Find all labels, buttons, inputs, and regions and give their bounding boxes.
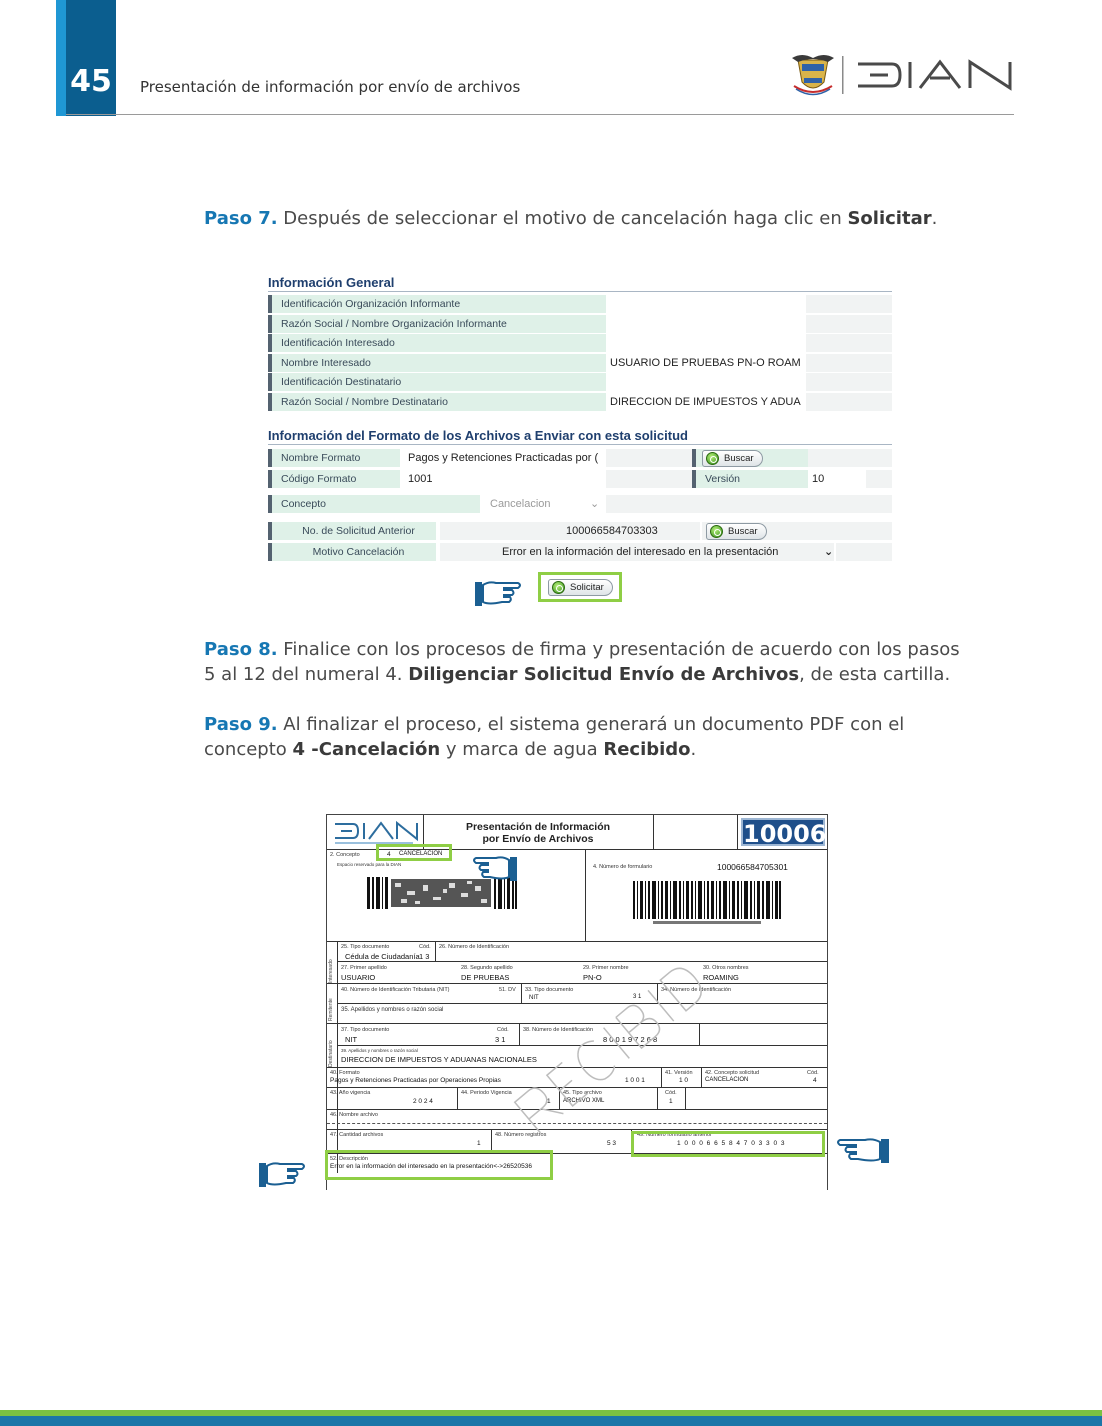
pdf-otros-nombres-value: ROAMING [703, 973, 739, 982]
paso8-bold: Diligenciar Solicitud Envío de Archivos [408, 664, 800, 685]
form-row-razon-org [268, 315, 892, 333]
form-row-cell [606, 449, 692, 467]
pdf-concepto-solicitud-cod: 4 [813, 1077, 817, 1084]
paso7-end: . [931, 208, 938, 229]
pdf-segundo-apellido-label: 28. Segundo apellido [461, 965, 513, 971]
pdf-cod-label: Cód. [419, 944, 431, 950]
version-value: 10 [812, 473, 825, 485]
codigo-formato-label: Código Formato [268, 470, 400, 488]
pdf-tipo-archivo-label: 45. Tipo archivo [563, 1090, 602, 1096]
buscar2-label: Buscar [728, 526, 758, 537]
codigo-formato-value: 1001 [408, 473, 433, 485]
form-row-codigo-formato [268, 470, 892, 488]
form-row-value: DIRECCION DE IMPUESTOS Y ADUA [610, 396, 801, 408]
form-row-label: Identificación Interesado [268, 334, 606, 352]
paso7-paragraph [204, 206, 964, 231]
pdf-tipo-archivo-cod: 1 [669, 1098, 673, 1105]
pdf-line [737, 815, 738, 849]
pdf-form-code: 10006 [743, 820, 827, 848]
pdf-concepto-solicitud-label: 42. Concepto solicitud [705, 1070, 760, 1076]
pdf-num-ident-label: 26. Número de Identificación [439, 944, 510, 950]
search-icon [706, 452, 719, 465]
pdf-formato-value: Pagos y Retenciones Practicadas por Operaciones Propias [330, 1077, 501, 1084]
form-row-id-org [268, 295, 892, 313]
form-row-cell [806, 373, 892, 391]
pdf-nit-label: 40. Número de Identificación Tributaria (NIT) [341, 987, 450, 993]
pdf-formulario-anterior-value: 1 0 0 0 6 6 5 8 4 7 0 3 3 0 3 [677, 1140, 786, 1147]
pdf-razon-social3-label: 39. Apellidos y nombres o razón social [341, 1048, 418, 1053]
pdf-tipo-doc3-value: NIT [345, 1035, 358, 1044]
form-row-label: Identificación Organización Informante [268, 295, 606, 313]
pointing-hand-icon [474, 578, 524, 608]
pdf-concepto-value: CANCELACION [399, 851, 443, 857]
pointing-hand-icon [258, 1158, 308, 1190]
motivo-select: Error en la información del interesado en la presentación [502, 546, 779, 558]
nombre-formato-label: Nombre Formato [268, 449, 400, 467]
form-row-solicitud-anterior [268, 522, 892, 540]
form-row-nombre-interesado [268, 354, 892, 372]
chevron-down-icon: ⌄ [824, 546, 834, 558]
info-icon [552, 581, 565, 594]
pdf-dv-label: 51. DV [499, 987, 516, 993]
pdf-cantidad-label: 47. Cantidad archivos [330, 1132, 384, 1138]
pdf-concepto-label: 2. Concepto [330, 852, 360, 858]
pdf-formulario-anterior-highlight [631, 1131, 825, 1157]
pdf-title-line2: por Envío de Archivos [482, 833, 594, 845]
pdf-periodo-label: 44. Periodo Vigencia [461, 1090, 512, 1096]
buscar-formato-button[interactable] [702, 450, 763, 467]
pdf-concepto-solicitud-value: CANCELACION [705, 1077, 749, 1083]
pdf-descripcion-highlight [325, 1150, 553, 1180]
solicitud-anterior-label: No. de Solicitud Anterior [268, 522, 436, 540]
version-label: Versión [692, 470, 808, 488]
header-divider [66, 114, 1014, 115]
pdf-primer-nombre-label: 29. Primer nombre [583, 965, 629, 971]
pdf-line [435, 941, 436, 961]
paso8-paragraph [204, 637, 964, 687]
pdf-razon-social-label: 35. Apellidos y nombres o razón social [341, 1007, 444, 1013]
pdf-primer-nombre-value: PN-O [583, 973, 602, 982]
nombre-formato-value: Pagos y Retenciones Practicadas por ( [408, 452, 599, 464]
pdf-nombre-archivo-label: 46. Nombre archivo [330, 1112, 378, 1118]
buscar-label: Buscar [724, 453, 754, 464]
pdf-espacio-label: Espacio reservado para la DIAN [337, 862, 402, 867]
paso9-paragraph [204, 712, 964, 762]
page-tab-accent [56, 0, 66, 116]
pdf-descripcion-value: Error en la información del interesado en la presentación<->26520536 [330, 1163, 532, 1170]
form-row-label: Razón Social / Nombre Organización Informante [268, 315, 606, 333]
pdf-side-remitente: Remitente [328, 998, 334, 1021]
form-row-id-interesado [268, 334, 892, 352]
search-icon [710, 525, 723, 538]
form-row-cell [808, 449, 892, 467]
pdf-line [653, 815, 654, 849]
pdf-tipo-doc2-cod: 3 1 [633, 994, 642, 1000]
paso7-bold: Solicitar [847, 208, 932, 229]
pdf-version-label: 41. Versión [665, 1070, 693, 1076]
pdf-num-ident2-label: 34. Número de Identificación [661, 987, 732, 993]
form-row-razon-destinatario [268, 393, 892, 411]
solicitar-label: Solicitar [570, 582, 604, 593]
paso8-step: Paso 8. [204, 639, 278, 660]
form-row-nombre-formato [268, 449, 892, 467]
concepto-label: Concepto [268, 495, 480, 513]
dian-logo [788, 52, 1018, 98]
pdf-version-value: 1 0 [679, 1077, 689, 1084]
pdf-side-interesado: Interesado [328, 959, 334, 983]
form-row-cell [606, 495, 892, 513]
pdf-formulario-anterior-label: 49. Número formulario anterior [637, 1132, 712, 1138]
form-row-cell [866, 470, 892, 488]
page-number: 45 [70, 64, 112, 99]
pdf-primer-apellido-value: USUARIO [341, 973, 376, 982]
pdf-cantidad-value: 1 [477, 1140, 481, 1147]
pdf-registros-label: 48. Número registros [495, 1132, 547, 1138]
paso7-text: Después de seleccionar el motivo de cancelación haga clic en [277, 208, 848, 229]
form-row-concepto [268, 495, 892, 513]
form-row-value: USUARIO DE PRUEBAS PN-O ROAM [610, 357, 801, 369]
pdf-razon-social3-value: DIRECCION DE IMPUESTOS Y ADUANAS NACIONALES [341, 1055, 537, 1064]
pointing-hand-icon [470, 852, 518, 884]
pdf-primer-apellido-label: 27. Primer apellido [341, 965, 387, 971]
paso9-step: Paso 9. [204, 714, 278, 735]
pdf-cod5-label: Cód. [665, 1090, 677, 1096]
form-row-label: Nombre Interesado [268, 354, 606, 372]
form-row-cell [806, 354, 892, 372]
pdf-cod3-label: Cód. [497, 1027, 509, 1033]
paso9-bold1: 4 -Cancelación [292, 739, 441, 760]
buscar-solicitud-button[interactable] [706, 523, 767, 540]
pdf-otros-nombres-label: 30. Otros nombres [703, 965, 749, 971]
chevron-down-icon: ⌄ [590, 498, 600, 510]
section-title-formato: Información del Formato de los Archivos a Enviar con esta solicitud [268, 428, 688, 443]
form-row-cell [806, 315, 892, 333]
form-row-id-destinatario [268, 373, 892, 391]
pdf-cod4-label: Cód. [807, 1070, 819, 1076]
pdf-tipo-doc3-label: 37. Tipo documento [341, 1027, 390, 1033]
pdf-side-destinatario: Destinatario [328, 1040, 334, 1067]
form-row-cell [606, 470, 692, 488]
pdf-tipo-archivo-value: ARCHIVO XML [563, 1098, 605, 1104]
pdf-formato-label: 40. Formato [330, 1070, 360, 1076]
footer-band-blue [0, 1416, 1102, 1426]
form-row-cell [806, 295, 892, 313]
form-row-cell [836, 543, 892, 561]
paso8-text: Finalice con los procesos de firma y presentación de acuerdo con los pasos 5 al 12 del numeral 4. [204, 639, 960, 685]
motivo-label: Motivo Cancelación [268, 543, 436, 561]
pdf-formato-code: 1 0 0 1 [625, 1077, 645, 1084]
pdf-anio-value: 2 0 2 4 [413, 1098, 433, 1105]
pdf-periodo-value: 1 [547, 1098, 551, 1105]
section-rule [268, 444, 892, 445]
form-row-cell [806, 393, 892, 411]
pdf-segundo-apellido-value: DE PRUEBAS [461, 973, 510, 982]
section-title-general: Información General [268, 275, 395, 290]
solicitud-anterior-value: 100066584703303 [566, 525, 658, 537]
pdf-tipo-doc2-value: NIT [529, 995, 539, 1001]
paso9-end: . [690, 739, 697, 760]
pdf-tipo-doc-cod: 1 3 [419, 952, 430, 961]
pdf-dian-logo [331, 819, 421, 847]
pdf-tipo-doc-label: 25. Tipo documento [341, 944, 390, 950]
form-row-cell [806, 334, 892, 352]
paso9-bold2: Recibido [603, 739, 691, 760]
solicitar-button[interactable] [548, 579, 613, 596]
pdf-title-line1: Presentación de Información [465, 821, 611, 833]
pdf-concepto-code: 4 [387, 851, 391, 858]
form-row-motivo [268, 543, 892, 561]
pdf-tipo-doc2-label: 33. Tipo documento [525, 987, 574, 993]
pdf-tipo-doc3-cod: 3 1 [495, 1035, 506, 1044]
concepto-select: Cancelacion [490, 498, 551, 510]
pdf-descripcion-label: 52. Descripción [330, 1156, 368, 1162]
paso8-end: , de esta cartilla. [799, 664, 951, 685]
coat-of-arms-icon [792, 55, 834, 95]
paso7-step: Paso 7. [204, 208, 278, 229]
pdf-numero-formulario-label: 4. Número de formulario [593, 864, 653, 870]
form-row-label: Razón Social / Nombre Destinatario [268, 393, 606, 411]
header-title: Presentación de información por envío de archivos [140, 78, 521, 96]
form-screenshot [266, 272, 892, 593]
pdf-line [337, 941, 338, 1173]
pointing-hand-icon [832, 1134, 890, 1166]
pdf-num-ident3-value: 8 0 0 1 9 7 2 6 8 [603, 1035, 658, 1044]
paso9-mid: y marca de agua [440, 739, 604, 760]
pdf-tipo-doc-value: Cédula de Ciudadanía [345, 952, 420, 961]
pdf-title [423, 821, 653, 845]
pdf-registros-value: 5 3 [607, 1140, 617, 1147]
pdf-num-ident3-label: 38. Número de Identificación [523, 1027, 594, 1033]
pdf-concepto-highlight [376, 844, 452, 861]
pdf-anio-label: 43. Año vigencia [330, 1090, 371, 1096]
paso9-text: Al finalizar el proceso, el sistema generará un documento PDF con el concepto [204, 714, 905, 760]
pdf-line [457, 1087, 458, 1109]
form-row-label: Identificación Destinatario [268, 373, 606, 391]
section-rule [268, 291, 892, 292]
pdf-numero-formulario-value: 100066584705301 [717, 862, 788, 872]
